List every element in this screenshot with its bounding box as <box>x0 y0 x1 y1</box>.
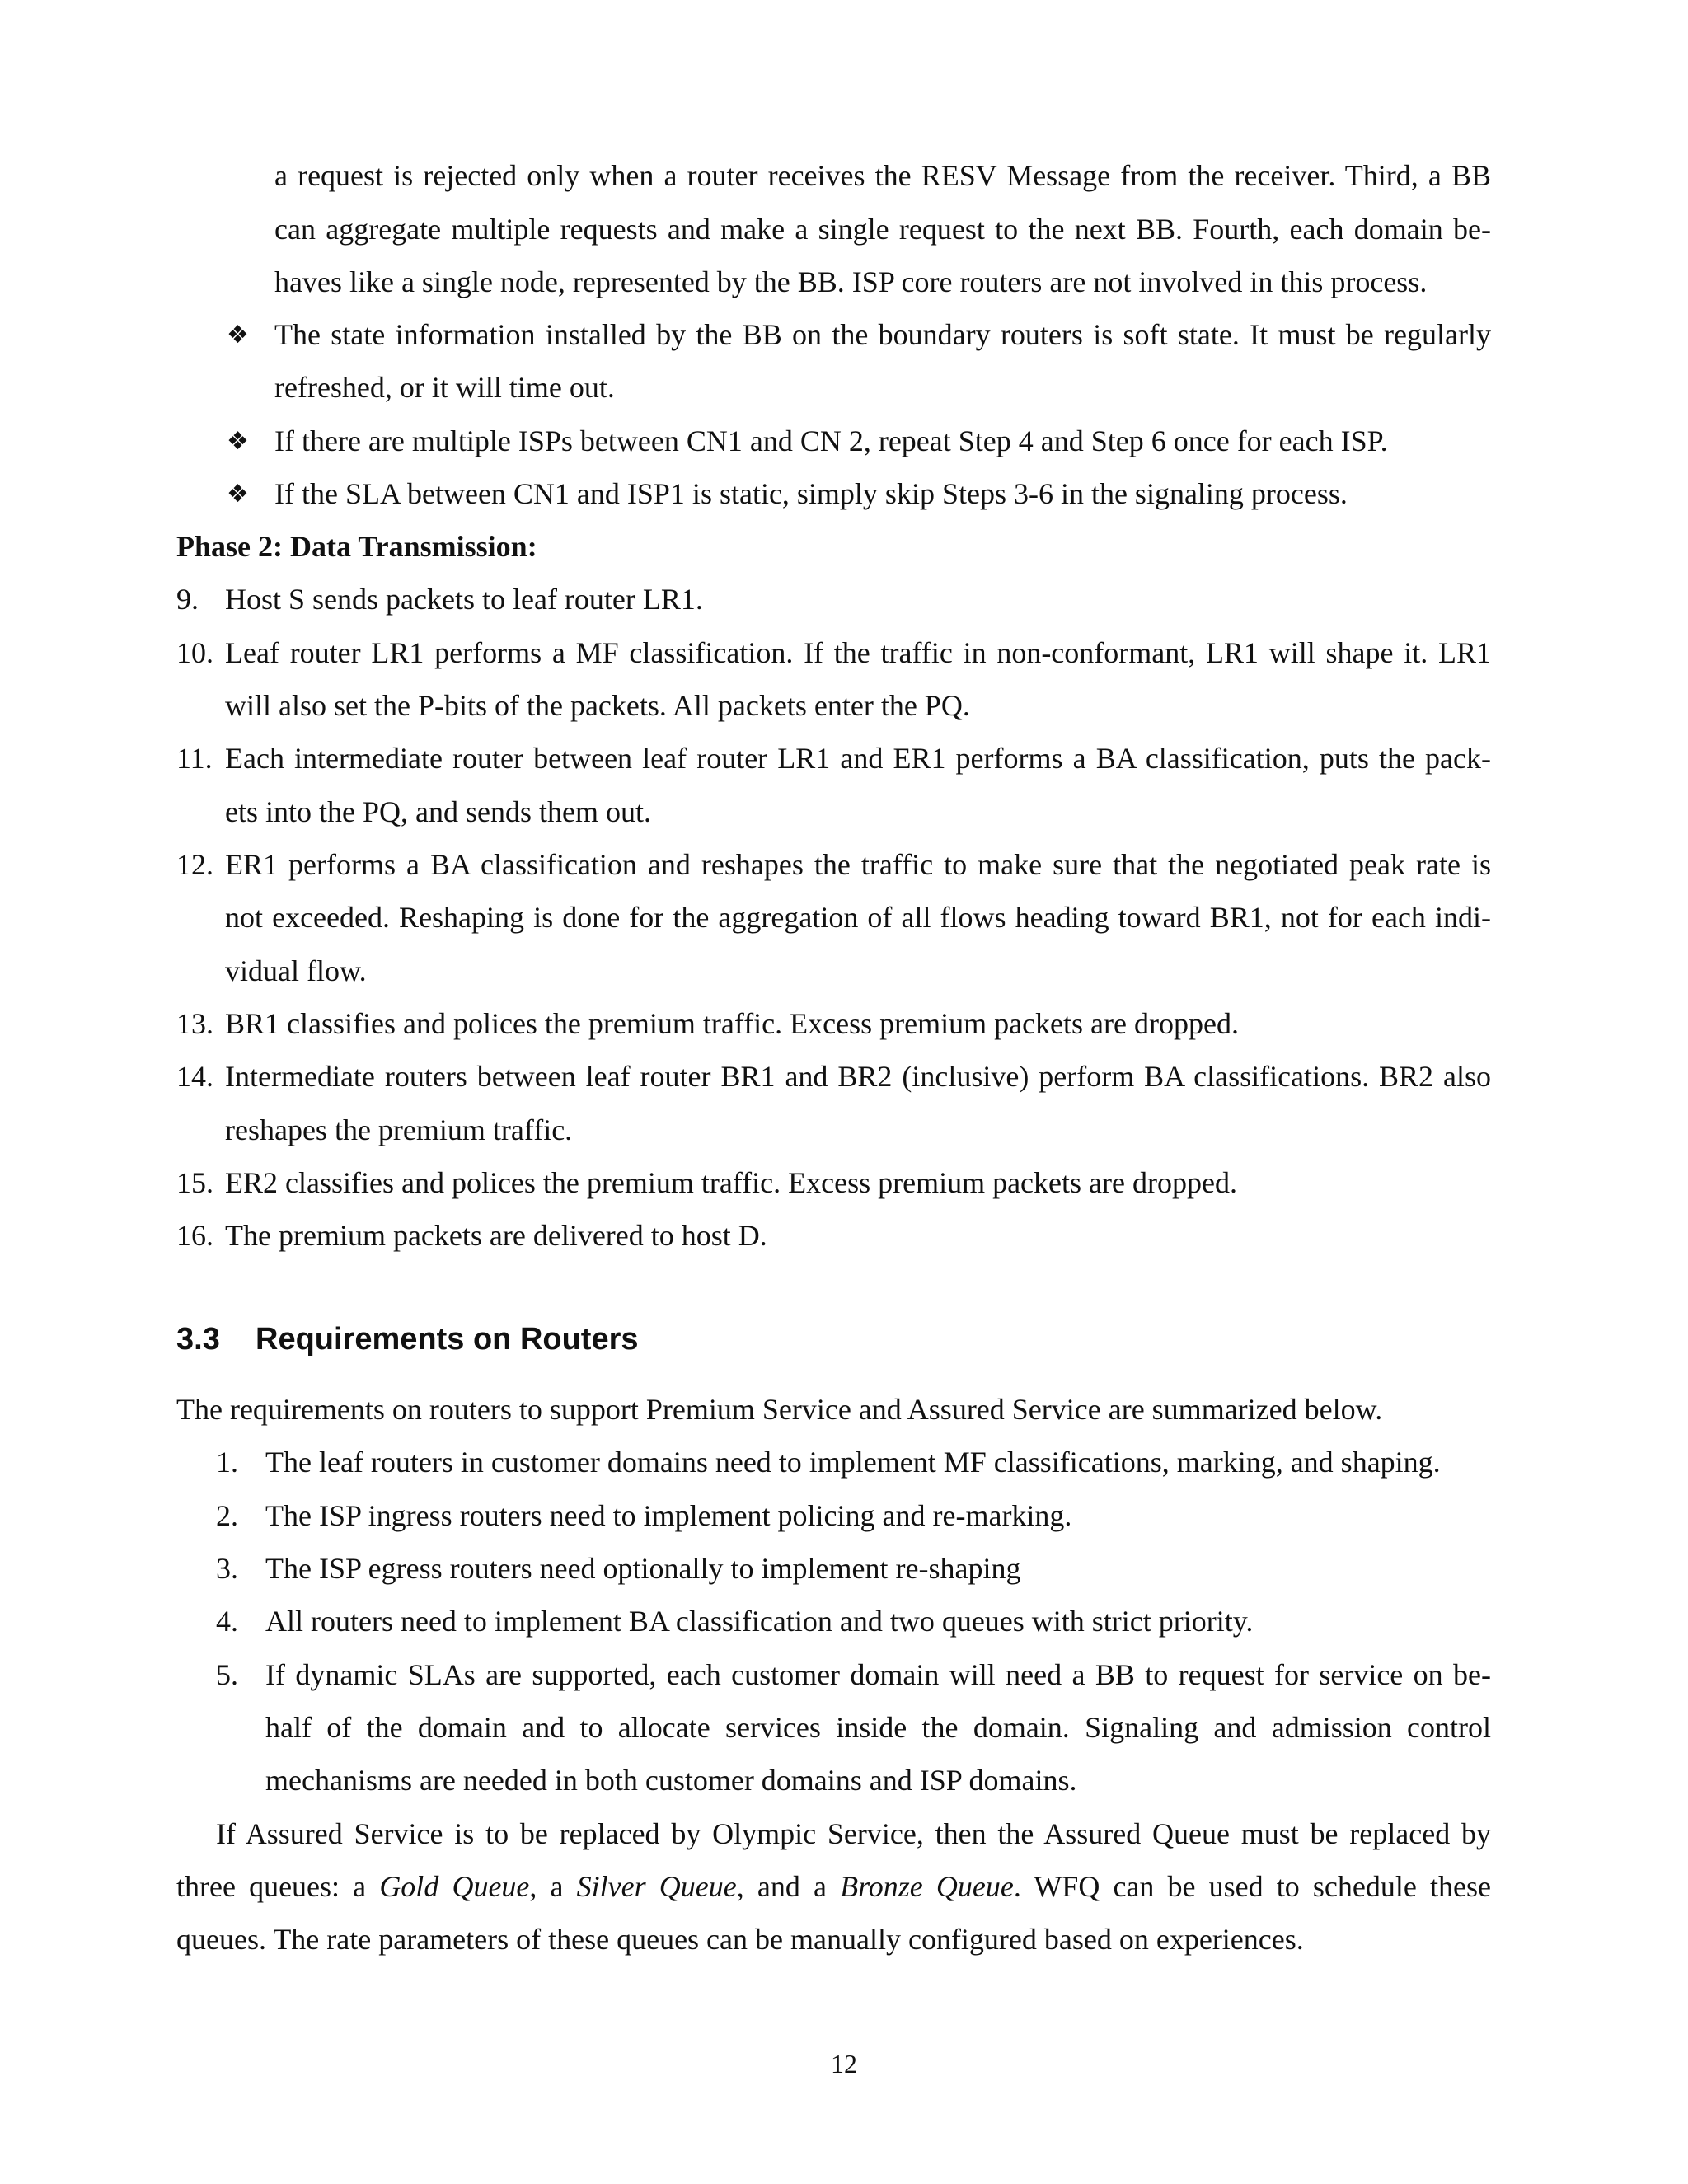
step-12-line-3: vidual flow. <box>225 954 367 987</box>
section-intro: The requirements on routers to support Premium Service and Assured Service are summarized below. <box>176 1393 1383 1426</box>
gold-queue-term: Gold Queue <box>379 1870 530 1903</box>
step-number: 10. <box>176 636 213 669</box>
closing-text: three queues: a <box>176 1870 380 1903</box>
step-11-line-1: Each intermediate router between leaf router LR1 and ER1 performs a BA classification, puts the pack- <box>225 742 1491 775</box>
section-number: 3.3 <box>176 1322 220 1357</box>
step-number: 11. <box>176 742 213 775</box>
closing-line-3: queues. The rate parameters of these queues can be manually configured based on experiences. <box>176 1923 1304 1956</box>
closing-text: , a <box>529 1870 577 1903</box>
requirement-number: 2. <box>216 1499 238 1532</box>
requirement-number: 5. <box>216 1658 238 1691</box>
page-number: 12 <box>831 2049 857 2079</box>
section-heading <box>176 1319 639 1360</box>
requirement-3-line-1: The ISP egress routers need optionally to implement re-shaping <box>265 1552 1021 1585</box>
step-15-line-1: ER2 classifies and polices the premium traffic. Excess premium packets are dropped. <box>225 1166 1237 1199</box>
bullet-3-line-1: If the SLA between CN1 and ISP1 is static, simply skip Steps 3-6 in the signaling process. <box>274 477 1348 510</box>
requirement-5-line-1: If dynamic SLAs are supported, each customer domain will need a BB to request for service on be- <box>265 1658 1491 1691</box>
requirement-2-line-1: The ISP ingress routers need to implement policing and re-marking. <box>265 1499 1072 1532</box>
section-title: Requirements on Routers <box>256 1322 639 1357</box>
closing-line-2 <box>176 1860 1491 1914</box>
step-12-line-1: ER1 performs a BA classification and reshapes the traffic to make sure that the negotiated peak rate is <box>225 848 1491 881</box>
silver-queue-term: Silver Queue <box>576 1870 737 1903</box>
diamond-bullet-icon: ❖ <box>227 321 249 349</box>
step-9-line-1: Host S sends packets to leaf router LR1. <box>225 583 703 616</box>
step-number: 16. <box>176 1219 213 1252</box>
diamond-bullet-icon: ❖ <box>227 480 249 509</box>
step-number: 15. <box>176 1166 213 1199</box>
step-number: 12. <box>176 848 213 881</box>
closing-line-1: If Assured Service is to be replaced by Olympic Service, then the Assured Queue must be replaced by <box>216 1817 1491 1850</box>
closing-text: , and a <box>736 1870 841 1903</box>
step-number: 13. <box>176 1007 213 1040</box>
diamond-bullet-icon: ❖ <box>227 427 249 456</box>
phase-2-heading: Phase 2: Data Transmission: <box>176 530 537 563</box>
step-number: 9. <box>176 583 199 616</box>
bronze-queue-term: Bronze Queue <box>840 1870 1014 1903</box>
requirement-number: 3. <box>216 1552 238 1585</box>
step-10-line-2: will also set the P-bits of the packets. All packets enter the PQ. <box>225 689 970 722</box>
bullet-2-line-1: If there are multiple ISPs between CN1 and CN 2, repeat Step 4 and Step 6 once for each ISP. <box>274 424 1388 457</box>
requirement-4-line-1: All routers need to implement BA classification and two queues with strict priority. <box>265 1605 1254 1638</box>
requirement-number: 1. <box>216 1446 238 1479</box>
step-14-line-2: reshapes the premium traffic. <box>225 1113 573 1146</box>
step-13-line-1: BR1 classifies and polices the premium traffic. Excess premium packets are dropped. <box>225 1007 1239 1040</box>
step-10-line-1: Leaf router LR1 performs a MF classification. If the traffic in non-conformant, LR1 will shape it. LR1 <box>225 636 1491 669</box>
step-number: 14. <box>176 1060 213 1093</box>
requirement-number: 4. <box>216 1605 238 1638</box>
requirement-5-line-3: mechanisms are needed in both customer domains and ISP domains. <box>265 1764 1077 1797</box>
step-14-line-1: Intermediate routers between leaf router BR1 and BR2 (inclusive) perform BA classifications. BR2 also <box>225 1060 1491 1093</box>
requirement-5-line-2: half of the domain and to allocate services inside the domain. Signaling and admission control <box>265 1711 1491 1744</box>
continuation-line-1: a request is rejected only when a router receives the RESV Message from the receiver. Third, a BB <box>274 159 1491 192</box>
bullet-1-line-1: The state information installed by the BB on the boundary routers is soft state. It must be regularly <box>274 318 1491 351</box>
continuation-line-2: can aggregate multiple requests and make a single request to the next BB. Fourth, each domain be- <box>274 213 1491 246</box>
step-16-line-1: The premium packets are delivered to host D. <box>225 1219 767 1252</box>
step-12-line-2: not exceeded. Reshaping is done for the aggregation of all flows heading toward BR1, not for each indi- <box>225 901 1491 934</box>
closing-text: . WFQ can be used to schedule these <box>1013 1870 1491 1903</box>
step-11-line-2: ets into the PQ, and sends them out. <box>225 795 651 828</box>
requirement-1-line-1: The leaf routers in customer domains need to implement MF classifications, marking, and shaping. <box>265 1446 1441 1479</box>
continuation-line-3: haves like a single node, represented by the BB. ISP core routers are not involved in this process. <box>274 265 1428 298</box>
bullet-1-line-2: refreshed, or it will time out. <box>274 371 615 404</box>
